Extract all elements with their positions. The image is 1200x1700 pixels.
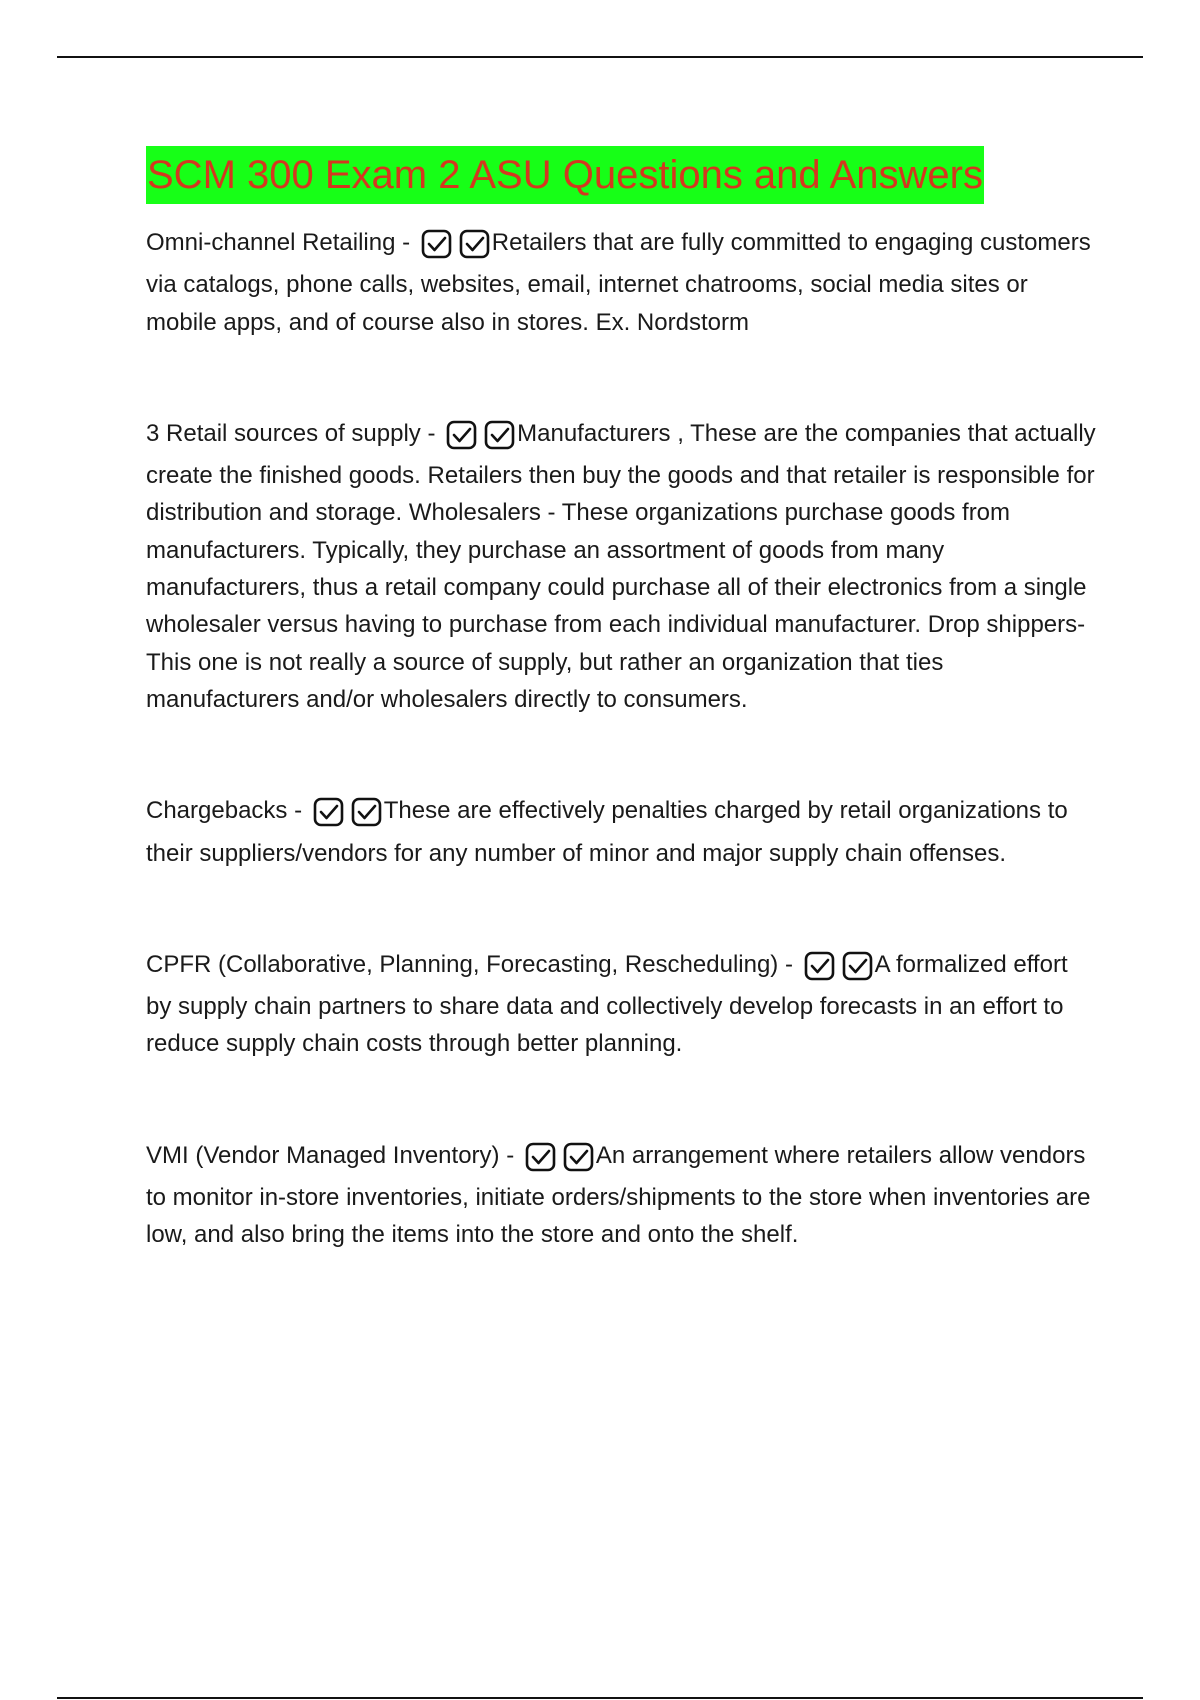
answer-marks — [804, 951, 874, 988]
qa-separator: - — [395, 229, 417, 256]
checkbox-checked-icon — [351, 797, 383, 827]
checkbox-checked-icon — [313, 797, 345, 827]
checkbox-checked-icon — [484, 420, 516, 450]
qa-term: Chargebacks — [146, 797, 288, 825]
answer-marks — [446, 420, 516, 457]
header-rule — [57, 56, 1143, 58]
checkbox-checked-icon — [421, 229, 453, 259]
qa-definition: An arrangement where retailers allow vendors to monitor in-store inventories, initiate orders/shipments to the store when inventories are low, and also bring the items into the store and onto the shelf. — [146, 1141, 1091, 1249]
qa-term: Omni-channel Retailing — [146, 229, 396, 256]
checkbox-checked-icon — [446, 420, 478, 450]
qa-entry-cpfr — [146, 946, 1096, 1063]
checkbox-checked-icon — [459, 229, 491, 259]
document-title: SCM 300 Exam 2 ASU Questions and Answers — [146, 146, 984, 204]
answer-marks — [525, 1142, 595, 1179]
qa-definition: These are effectively penalties charged by retail organizations to their suppliers/vendors for any number of minor and major supply chain offenses. — [146, 797, 1068, 867]
qa-entry-chargebacks — [146, 792, 1096, 872]
qa-separator: - — [499, 1141, 521, 1169]
qa-entry-vmi — [146, 1137, 1096, 1254]
qa-separator: - — [420, 419, 443, 447]
footer-rule — [57, 1697, 1143, 1699]
qa-definition: Retailers that are fully committed to engaging customers via catalogs, phone calls, websites, email, internet chatrooms, social media sites or mobile apps, and of course also in stores. Ex. Nordstorm — [146, 229, 1091, 336]
document-body — [146, 146, 1096, 1254]
qa-entry-retail-sources — [146, 415, 1096, 718]
answer-marks — [421, 229, 491, 266]
qa-definition: A formalized effort by supply chain partners to share data and collectively develop forecasts in an effort to reduce supply chain costs through better planning. — [146, 950, 1068, 1058]
qa-entry-omni-channel — [146, 224, 1096, 341]
checkbox-checked-icon — [563, 1142, 595, 1172]
checkbox-checked-icon — [525, 1142, 557, 1172]
qa-separator: - — [287, 797, 309, 825]
qa-definition: Manufacturers , These are the companies that actually create the finished goods. Retailers then buy the goods and that retailer is responsible for distribution and storage. Wholesalers - These organizations purchase goods from manufacturers. Typically, they purchase an assortment of goods from many manufacturers, thus a retail company could purchase all of their electronics from a single wholesaler versus having to purchase from each individual manufacturer. Drop shippers- This one is not really a source of supply, but rather an organization that ties manufacturers and/or wholesalers directly to consumers. — [146, 419, 1096, 713]
checkbox-checked-icon — [804, 951, 836, 981]
answer-marks — [313, 797, 383, 834]
checkbox-checked-icon — [842, 951, 874, 981]
qa-term: CPFR (Collaborative, Planning, Forecasting, Rescheduling) — [146, 950, 779, 978]
qa-separator: - — [778, 950, 800, 978]
qa-term: VMI (Vendor Managed Inventory) — [146, 1141, 500, 1169]
qa-term: 3 Retail sources of supply — [146, 419, 421, 447]
